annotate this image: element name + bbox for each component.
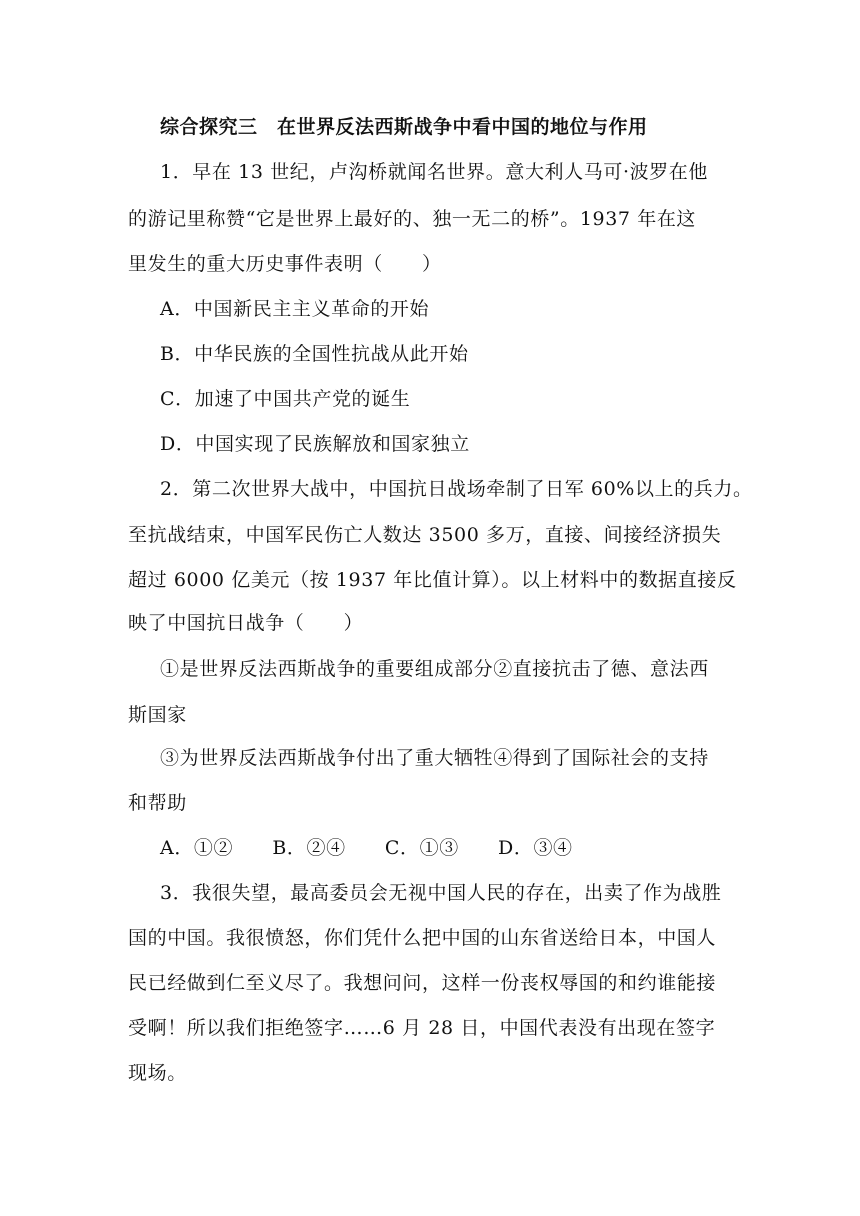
- q3-stem-line: 受啊！所以我们拒绝签字……6 月 28 日，中国代表没有出现在签字: [128, 1017, 716, 1039]
- page-title: 综合探究三 在世界反法西斯战争中看中国的地位与作用: [160, 116, 648, 138]
- q1-option-c: C．加速了中国共产党的诞生: [160, 388, 411, 410]
- q2-stem-line: 映了中国抗日战争（ ）: [128, 612, 364, 634]
- q1-option-d: D．中国实现了民族解放和国家独立: [160, 433, 470, 455]
- q1-option-b: B．中华民族的全国性抗战从此开始: [160, 343, 469, 365]
- q3-stem-line: 现场。: [128, 1062, 187, 1084]
- q3-stem-line: 民已经做到仁至义尽了。我想问问，这样一份丧权辱国的和约谁能接: [128, 972, 717, 994]
- q1-stem-line: 里发生的重大历史事件表明（ ）: [128, 253, 442, 275]
- q3-stem-line: 3．我很失望，最高委员会无视中国人民的存在，出卖了作为战胜: [160, 882, 722, 904]
- q1-stem-line: 的游记里称赞“它是世界上最好的、独一无二的桥”。1937 年在这: [128, 208, 697, 230]
- q2-stem-line: 超过 6000 亿美元（按 1937 年比值计算）。以上材料中的数据直接反: [128, 569, 737, 591]
- q2-statement-line: 斯国家: [128, 704, 187, 726]
- q2-statement-line: ③为世界反法西斯战争付出了重大牺牲④得到了国际社会的支持: [160, 747, 709, 769]
- q2-statement-line: 和帮助: [128, 792, 187, 814]
- q3-stem-line: 国的中国。我很愤怒，你们凭什么把中国的山东省送给日本，中国人: [128, 927, 717, 949]
- q2-statement-line: ①是世界反法西斯战争的重要组成部分②直接抗击了德、意法西: [160, 658, 709, 680]
- q1-stem-line: 1．早在 13 世纪，卢沟桥就闻名世界。意大利人马可·波罗在他: [160, 161, 708, 183]
- q1-option-a: A．中国新民主主义革命的开始: [160, 298, 430, 320]
- q2-stem-line: 至抗战结束，中国军民伤亡人数达 3500 多万，直接、间接经济损失: [128, 524, 722, 546]
- q2-options: A．①② B．②④ C．①③ D．③④: [160, 837, 573, 859]
- q2-stem-line: 2．第二次世界大战中，中国抗日战场牵制了日军 60%以上的兵力。: [160, 478, 753, 500]
